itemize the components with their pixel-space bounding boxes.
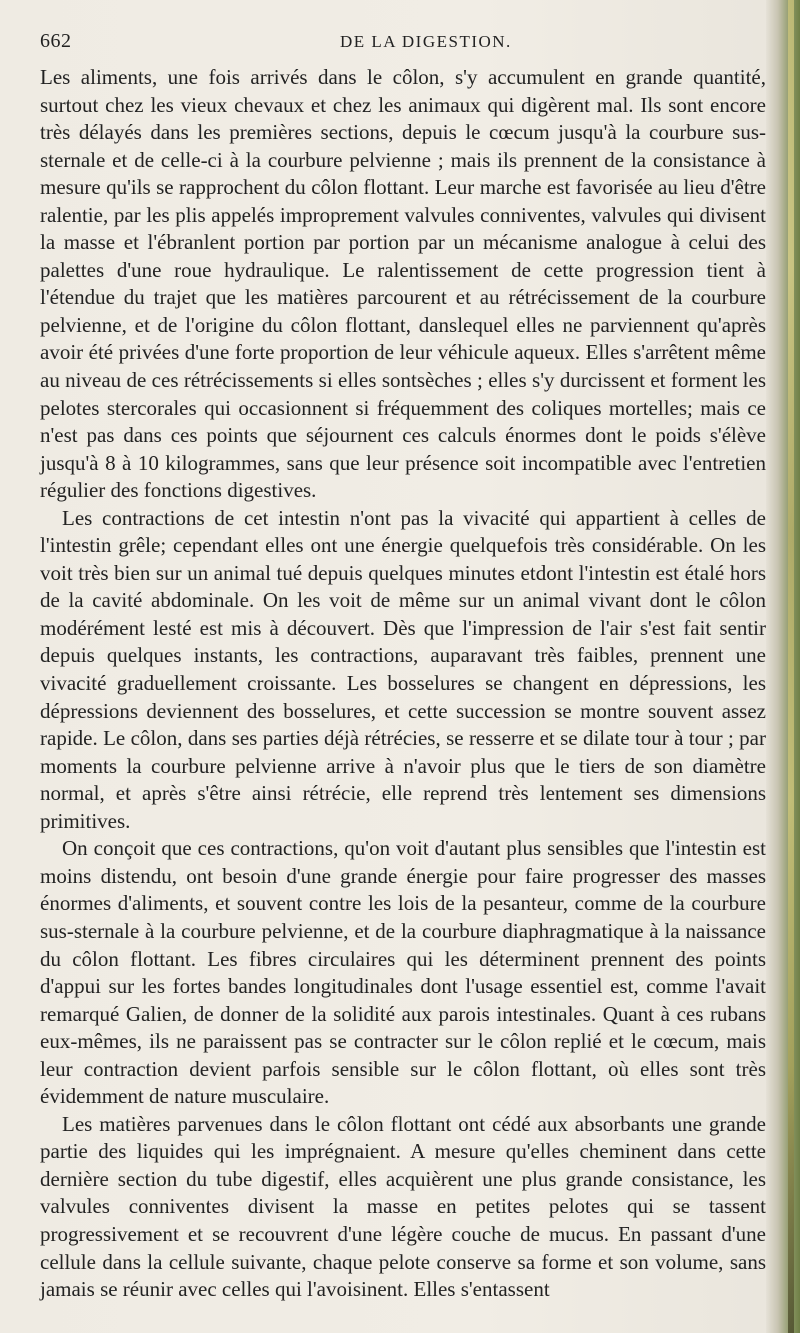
page-number: 662 bbox=[40, 30, 72, 52]
running-head: DE LA DIGESTION. bbox=[340, 32, 512, 51]
paragraph: On conçoit que ces contractions, qu'on voit d'autant plus sensibles que l'intestin est moins distendu, ont besoin d'une grande énergie pour faire progresser des masses énormes d'aliments, et souvent contre les lois de la pesanteur, comme de la courbure sus-sternale à la courbure pelvienne, et de la courbure diaphragmatique à la naissance du côlon flottant. Les fibres circulaires qui les déterminent prennent des points d'appui sur les fortes bandes longitudinales dont l'usage essentiel est, comme l'avait remarqué Galien, de donner de la solidité aux parois intestinales. Quant à ces rubans eux-mêmes, ils ne paraissent pas se contracter sur le côlon replié et le cœcum, mais leur contraction devient parfois sensible sur le côlon flottant, où elles sont très évidemment de nature musculaire. bbox=[40, 836, 766, 1109]
body-text bbox=[40, 64, 766, 1304]
page-edge-shadow bbox=[766, 0, 800, 1333]
paragraph: Les contractions de cet intestin n'ont pas la vivacité qui appartient à celles de l'intestin grêle; cependant elles ont une énergie quelquefois très considérable. On les voit très bien sur un animal tué depuis quelques minutes etdont l'intestin est étalé hors de la cavité abdominale. On les voit de même sur un animal vivant dont le côlon modérément lesté est mis à découvert. Dès que l'impression de l'air s'est fait sentir depuis quelques instants, les contractions, auparavant très faibles, prennent une vivacité graduellement croissante. Les bosselures se changent en dépressions, les dépressions deviennent des bosselures, et cette succession se montre souvent assez rapide. Le côlon, dans ses parties déjà rétrécies, se resserre et se dilate tour à tour ; par moments la courbure pelvienne arrive à n'avoir plus que le tiers de son diamètre normal, et après s'être ainsi rétrécie, elle reprend très lentement ses dimensions primitives. bbox=[40, 505, 766, 833]
paragraph: Les aliments, une fois arrivés dans le côlon, s'y accumulent en grande quantité, surtout chez les vieux chevaux et chez les animaux qui digèrent mal. Ils sont encore très délayés dans les premières sections, depuis le cœcum jusqu'à la courbure sus-sternale et de celle-ci à la courbure pelvienne ; mais ils prennent de la consistance à mesure qu'ils se rapprochent du côlon flottant. Leur marche est favorisée au lieu d'être ralentie, par les plis appelés improprement valvules conniventes, valvules qui divisent la masse et l'ébranlent portion par portion par un mécanisme analogue à celui des palettes d'une roue hydraulique. Le ralentissement de cette progression tient à l'étendue du trajet que les matières parcourent et au rétrécissement de la courbure pelvienne, et de l'origine du côlon flottant, danslequel elles ne parviennent qu'après avoir été privées d'une forte proportion de leur véhicule aqueux. Elles s'arrêtent même au niveau de ces rétrécissements si elles sontsèches ; elles s'y durcissent et forment les pelotes stercorales qui occasionnent si fréquemment des coliques mortelles; mais ce n'est pas dans ces points que séjournent ces calculs énormes dont le poids s'élève jusqu'à 8 à 10 kilogrammes, sans que leur présence soit incompatible avec l'entretien régulier des fonctions digestives. bbox=[40, 65, 766, 503]
page-header bbox=[40, 30, 766, 58]
paragraph: Les matières parvenues dans le côlon flottant ont cédé aux absorbants une grande partie des liquides qui les imprégnaient. A mesure qu'elles cheminent dans cette dernière section du tube digestif, elles acquièrent une plus grande consistance, les valvules conniventes divisent la masse en petites pelotes qui se tassent progressivement et se recouvrent d'une légère couche de mucus. En passant d'une cellule dans la cellule suivante, chaque pelote conserve sa forme et son volume, sans jamais se réunir avec celles qui l'avoisinent. Elles s'entassent bbox=[40, 1111, 766, 1302]
